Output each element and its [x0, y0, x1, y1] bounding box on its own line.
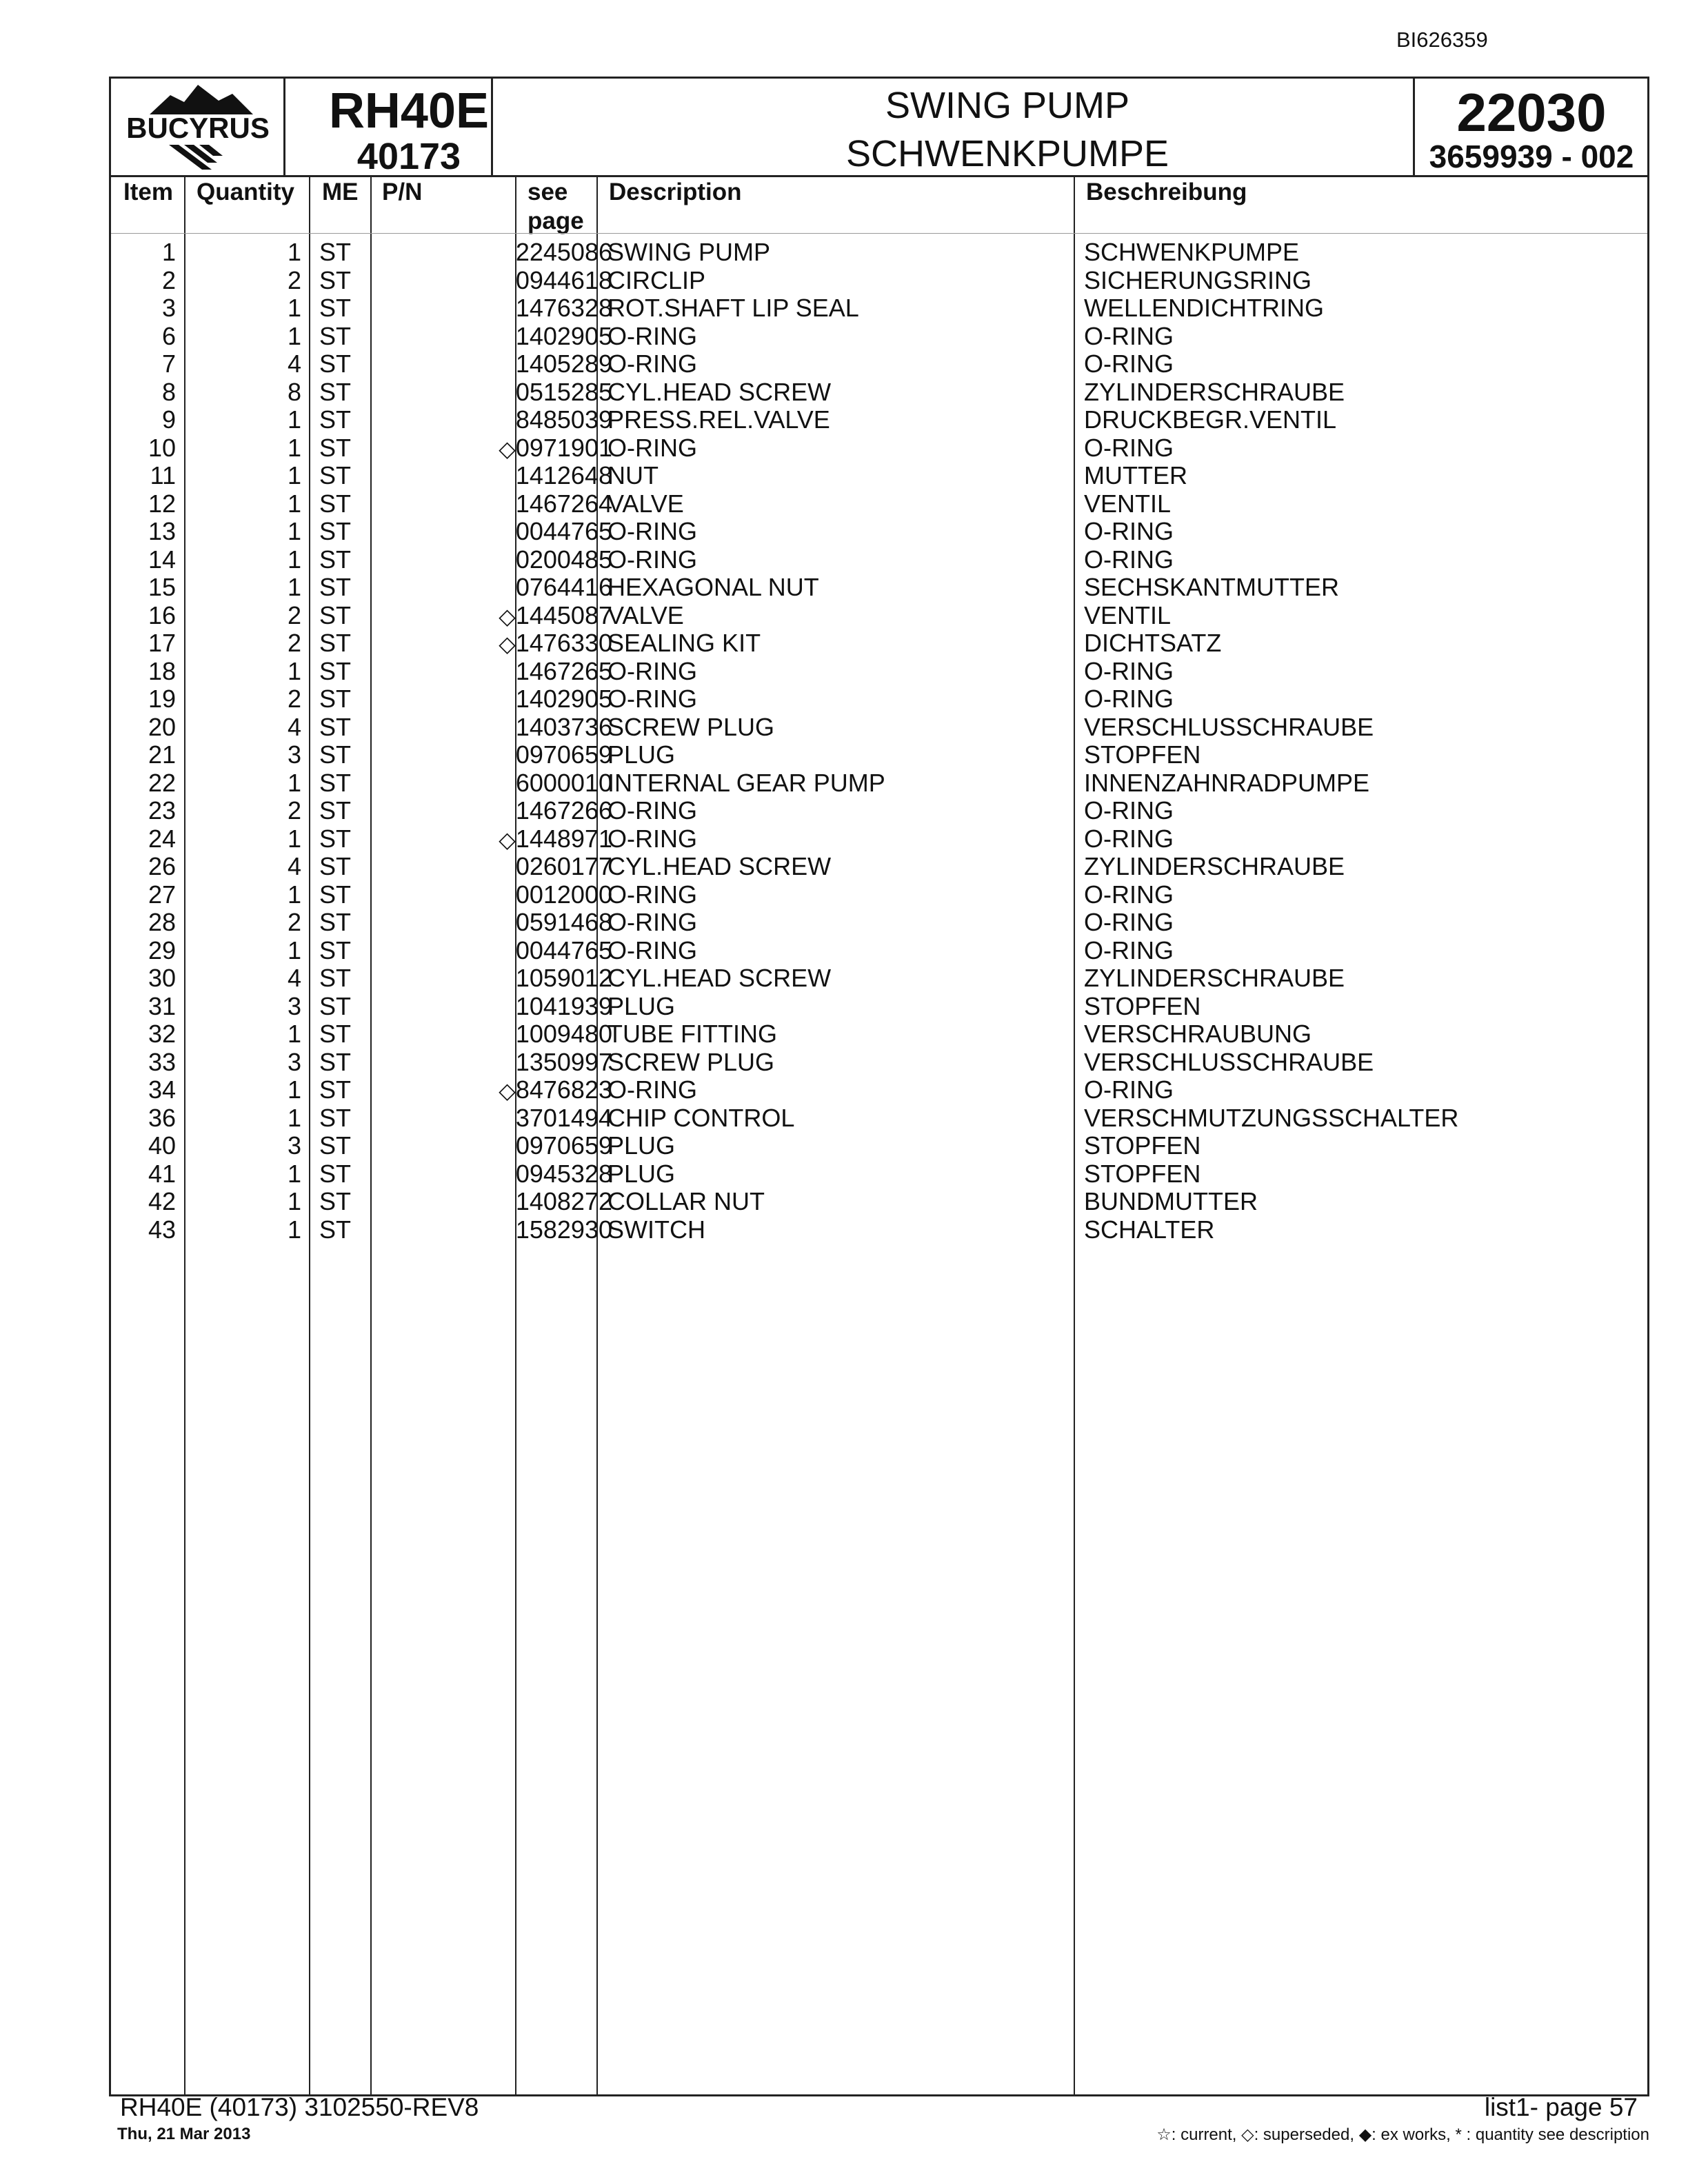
- table-row: [111, 1049, 1647, 1076]
- table-row: [111, 685, 1647, 713]
- item-cell: 3: [161, 294, 176, 322]
- table-row: [111, 993, 1647, 1020]
- column-header-description: Description: [609, 179, 742, 205]
- beschreibung-cell: O-RING: [1084, 908, 1174, 936]
- group-number: 22030: [1456, 82, 1607, 143]
- table-row: [111, 434, 1647, 462]
- table-row: [111, 741, 1647, 769]
- header-divider: [283, 79, 285, 176]
- quantity-cell: 1: [287, 545, 301, 574]
- unit-cell: ST: [319, 685, 352, 713]
- quantity-cell: 1: [287, 573, 301, 601]
- part-number-cell: 1476328: [515, 294, 612, 322]
- table-row: [111, 881, 1647, 909]
- quantity-cell: 1: [287, 1103, 301, 1132]
- description-cell: COLLAR NUT: [607, 1187, 765, 1215]
- table-row: [111, 964, 1647, 992]
- unit-cell: ST: [319, 629, 352, 657]
- part-number-cell: 0200485: [515, 545, 612, 574]
- beschreibung-cell: O-RING: [1084, 685, 1174, 713]
- title-german: SCHWENKPUMPE: [845, 133, 1169, 174]
- item-cell: 33: [148, 1047, 176, 1076]
- description-cell: O-RING: [607, 936, 697, 964]
- title-english: SWING PUMP: [885, 85, 1129, 126]
- description-cell: CYL.HEAD SCREW: [607, 377, 832, 406]
- item-cell: 34: [148, 1075, 176, 1104]
- unit-cell: ST: [319, 908, 352, 936]
- quantity-cell: 1: [287, 1075, 301, 1104]
- description-cell: SWITCH: [607, 1215, 705, 1244]
- description-cell: SCREW PLUG: [607, 712, 775, 741]
- table-row: [111, 1216, 1647, 1244]
- quantity-cell: 3: [287, 991, 301, 1020]
- unit-cell: ST: [319, 545, 352, 574]
- part-number-value: 0971901: [515, 433, 612, 462]
- part-number-cell: 1467266: [515, 796, 612, 825]
- item-cell: 10: [148, 433, 176, 462]
- description-cell: SWING PUMP: [607, 238, 771, 266]
- serial-number: 40173: [356, 136, 461, 177]
- description-cell: O-RING: [607, 1075, 697, 1104]
- part-number-cell: 1582930: [515, 1215, 612, 1244]
- item-cell: 9: [161, 405, 176, 434]
- description-cell: O-RING: [607, 545, 697, 574]
- item-cell: 21: [148, 740, 176, 769]
- part-number-cell: 1350997: [515, 1047, 612, 1076]
- quantity-cell: 3: [287, 1131, 301, 1160]
- quantity-cell: 2: [287, 685, 301, 713]
- table-row: [111, 1132, 1647, 1160]
- unit-cell: ST: [319, 1075, 352, 1104]
- item-cell: 14: [148, 545, 176, 574]
- beschreibung-cell: O-RING: [1084, 1075, 1174, 1104]
- quantity-cell: 3: [287, 740, 301, 769]
- unit-cell: ST: [319, 1215, 352, 1244]
- table-row: [111, 350, 1647, 378]
- model-number: RH40E: [328, 83, 490, 139]
- beschreibung-cell: STOPFEN: [1084, 740, 1201, 769]
- part-number-cell: 1041939: [515, 991, 612, 1020]
- description-cell: O-RING: [607, 656, 697, 685]
- table-row: [111, 769, 1647, 797]
- beschreibung-cell: SECHSKANTMUTTER: [1084, 573, 1340, 601]
- beschreibung-cell: O-RING: [1084, 350, 1174, 378]
- beschreibung-cell: VERSCHRAUBUNG: [1084, 1020, 1312, 1048]
- part-number-cell: 0012000: [515, 880, 612, 909]
- quantity-cell: 1: [287, 936, 301, 964]
- document-id: BI626359: [1396, 28, 1488, 52]
- item-cell: 42: [148, 1187, 176, 1215]
- unit-cell: ST: [319, 433, 352, 462]
- footer-legend: ☆: current, ◇: superseded, ◆: ex works, * : quantity see description: [1156, 2125, 1649, 2144]
- quantity-cell: 1: [287, 461, 301, 489]
- beschreibung-cell: O-RING: [1084, 433, 1174, 462]
- quantity-cell: 8: [287, 377, 301, 406]
- beschreibung-cell: VERSCHLUSSCHRAUBE: [1084, 712, 1374, 741]
- beschreibung-cell: VENTIL: [1084, 600, 1172, 629]
- item-cell: 20: [148, 712, 176, 741]
- footer-page-number: list1- page 57: [1484, 2093, 1638, 2121]
- part-number-cell: 6000010: [515, 768, 612, 797]
- beschreibung-cell: O-RING: [1084, 824, 1174, 853]
- item-cell: 22: [148, 768, 176, 797]
- quantity-cell: 4: [287, 350, 301, 378]
- quantity-cell: 1: [287, 1187, 301, 1215]
- item-cell: 13: [148, 517, 176, 545]
- unit-cell: ST: [319, 1187, 352, 1215]
- quantity-cell: 1: [287, 656, 301, 685]
- column-header-beschreibung: Beschreibung: [1086, 179, 1247, 205]
- description-cell: CHIP CONTROL: [607, 1103, 795, 1132]
- part-number-cell: 1402905: [515, 685, 612, 713]
- item-cell: 31: [148, 991, 176, 1020]
- table-row: [111, 406, 1647, 434]
- footer-date: Thu, 21 Mar 2013: [117, 2125, 251, 2143]
- part-number-cell: 0591468: [515, 908, 612, 936]
- description-cell: SCREW PLUG: [607, 1047, 775, 1076]
- description-cell: TUBE FITTING: [607, 1020, 777, 1048]
- superseded-marker: ◇: [499, 603, 516, 629]
- unit-cell: ST: [319, 1020, 352, 1048]
- description-cell: CYL.HEAD SCREW: [607, 852, 832, 880]
- description-cell: SEALING KIT: [607, 629, 761, 657]
- unit-cell: ST: [319, 238, 352, 266]
- beschreibung-cell: STOPFEN: [1084, 1131, 1201, 1160]
- unit-cell: ST: [319, 600, 352, 629]
- beschreibung-cell: O-RING: [1084, 321, 1174, 350]
- quantity-cell: 1: [287, 768, 301, 797]
- description-cell: PLUG: [607, 740, 676, 769]
- superseded-marker: ◇: [499, 1078, 516, 1103]
- unit-cell: ST: [319, 1103, 352, 1132]
- unit-cell: ST: [319, 1131, 352, 1160]
- item-cell: 17: [148, 629, 176, 657]
- item-cell: 15: [148, 573, 176, 601]
- quantity-cell: 4: [287, 852, 301, 880]
- table-row: [111, 937, 1647, 964]
- table-row: [111, 1076, 1647, 1104]
- part-number-cell: 0970659: [515, 1131, 612, 1160]
- part-number-cell: 0970659: [515, 740, 612, 769]
- beschreibung-cell: O-RING: [1084, 936, 1174, 964]
- item-cell: 36: [148, 1103, 176, 1132]
- description-cell: PLUG: [607, 1159, 676, 1188]
- description-cell: PLUG: [607, 1131, 676, 1160]
- description-cell: PLUG: [607, 991, 676, 1020]
- table-row: [111, 1160, 1647, 1188]
- table-row: [111, 1104, 1647, 1132]
- part-number-cell: 1403736: [515, 712, 612, 741]
- part-number-cell: 8485039: [515, 405, 612, 434]
- beschreibung-cell: STOPFEN: [1084, 991, 1201, 1020]
- part-number-cell: 0944618: [515, 265, 612, 294]
- beschreibung-cell: SICHERUNGSRING: [1084, 265, 1312, 294]
- table-row: [111, 909, 1647, 936]
- part-number-cell: 1402905: [515, 321, 612, 350]
- column-header-page: page: [528, 208, 584, 234]
- unit-cell: ST: [319, 1159, 352, 1188]
- part-number-cell: 1009480: [515, 1020, 612, 1048]
- quantity-cell: 1: [287, 1020, 301, 1048]
- description-cell: O-RING: [607, 685, 697, 713]
- quantity-cell: 2: [287, 908, 301, 936]
- unit-cell: ST: [319, 740, 352, 769]
- beschreibung-cell: SCHWENKPUMPE: [1084, 238, 1300, 266]
- table-row: [111, 378, 1647, 406]
- beschreibung-cell: SCHALTER: [1084, 1215, 1215, 1244]
- part-number-cell: [383, 825, 612, 853]
- description-cell: VALVE: [607, 600, 684, 629]
- unit-cell: ST: [319, 991, 352, 1020]
- beschreibung-cell: O-RING: [1084, 880, 1174, 909]
- unit-cell: ST: [319, 768, 352, 797]
- table-row: [111, 518, 1647, 545]
- description-cell: O-RING: [607, 321, 697, 350]
- description-cell: PRESS.REL.VALVE: [607, 405, 830, 434]
- table-row: [111, 462, 1647, 489]
- description-cell: O-RING: [607, 824, 697, 853]
- beschreibung-cell: VERSCHMUTZUNGSSCHALTER: [1084, 1103, 1459, 1132]
- description-cell: HEXAGONAL NUT: [607, 573, 819, 601]
- quantity-cell: 1: [287, 405, 301, 434]
- item-cell: 30: [148, 964, 176, 992]
- table-row: [111, 490, 1647, 518]
- quantity-cell: 1: [287, 294, 301, 322]
- item-cell: 29: [148, 936, 176, 964]
- unit-cell: ST: [319, 350, 352, 378]
- unit-cell: ST: [319, 489, 352, 518]
- item-cell: 40: [148, 1131, 176, 1160]
- column-header-see-page: [528, 178, 584, 236]
- beschreibung-cell: VERSCHLUSSCHRAUBE: [1084, 1047, 1374, 1076]
- item-cell: 1: [161, 238, 176, 266]
- part-number-value: 1448971: [515, 824, 612, 853]
- table-row: [111, 853, 1647, 880]
- beschreibung-cell: ZYLINDERSCHRAUBE: [1084, 964, 1345, 992]
- quantity-cell: 2: [287, 265, 301, 294]
- part-number-cell: 1467264: [515, 489, 612, 518]
- part-number-cell: [383, 602, 612, 630]
- unit-cell: ST: [319, 377, 352, 406]
- item-cell: 2: [161, 265, 176, 294]
- unit-cell: ST: [319, 656, 352, 685]
- quantity-cell: 4: [287, 964, 301, 992]
- column-header-see: see: [528, 179, 568, 205]
- part-number-cell: 0044765: [515, 936, 612, 964]
- quantity-cell: 1: [287, 321, 301, 350]
- item-cell: 18: [148, 656, 176, 685]
- table-row: [111, 546, 1647, 574]
- beschreibung-cell: O-RING: [1084, 796, 1174, 825]
- part-number-cell: 1412648: [515, 461, 612, 489]
- part-number-cell: [383, 1076, 612, 1104]
- table-row: [111, 294, 1647, 322]
- beschreibung-cell: ZYLINDERSCHRAUBE: [1084, 377, 1345, 406]
- unit-cell: ST: [319, 321, 352, 350]
- column-header-item: Item: [123, 179, 173, 205]
- quantity-cell: 2: [287, 796, 301, 825]
- part-number-cell: 1059012: [515, 964, 612, 992]
- unit-cell: ST: [319, 852, 352, 880]
- description-cell: O-RING: [607, 908, 697, 936]
- table-row: [111, 323, 1647, 350]
- beschreibung-cell: VENTIL: [1084, 489, 1172, 518]
- part-number-cell: [383, 629, 612, 658]
- table-row: [111, 825, 1647, 853]
- beschreibung-cell: MUTTER: [1084, 461, 1187, 489]
- quantity-cell: 2: [287, 600, 301, 629]
- item-cell: 24: [148, 824, 176, 853]
- quantity-cell: 1: [287, 238, 301, 266]
- quantity-cell: 1: [287, 433, 301, 462]
- description-cell: INTERNAL GEAR PUMP: [607, 768, 885, 797]
- column-header-quantity: Quantity: [197, 179, 294, 205]
- description-cell: CYL.HEAD SCREW: [607, 964, 832, 992]
- part-number-cell: 0945328: [515, 1159, 612, 1188]
- unit-cell: ST: [319, 517, 352, 545]
- parts-list-frame: [109, 77, 1649, 2096]
- part-number-cell: 0764416: [515, 573, 612, 601]
- item-cell: 43: [148, 1215, 176, 1244]
- unit-cell: ST: [319, 936, 352, 964]
- table-row: [111, 629, 1647, 657]
- superseded-marker: ◇: [499, 631, 516, 656]
- quantity-cell: 4: [287, 712, 301, 741]
- item-cell: 28: [148, 908, 176, 936]
- part-number-cell: 3701494: [515, 1103, 612, 1132]
- item-cell: 23: [148, 796, 176, 825]
- unit-cell: ST: [319, 573, 352, 601]
- quantity-cell: 1: [287, 824, 301, 853]
- table-row: [111, 1188, 1647, 1215]
- quantity-cell: 1: [287, 1215, 301, 1244]
- description-cell: ROT.SHAFT LIP SEAL: [607, 294, 859, 322]
- part-number-cell: 1405289: [515, 350, 612, 378]
- table-row: [111, 658, 1647, 685]
- table-row: [111, 797, 1647, 825]
- description-cell: CIRCLIP: [607, 265, 706, 294]
- column-header-pn: P/N: [382, 179, 423, 205]
- unit-cell: ST: [319, 796, 352, 825]
- table-row: [111, 239, 1647, 266]
- bucyrus-logo: [115, 81, 281, 172]
- beschreibung-cell: WELLENDICHTRING: [1084, 294, 1325, 322]
- beschreibung-cell: INNENZAHNRADPUMPE: [1084, 768, 1370, 797]
- item-cell: 16: [148, 600, 176, 629]
- description-cell: O-RING: [607, 796, 697, 825]
- item-cell: 12: [148, 489, 176, 518]
- item-cell: 27: [148, 880, 176, 909]
- part-number-cell: [383, 434, 612, 463]
- beschreibung-cell: O-RING: [1084, 656, 1174, 685]
- beschreibung-cell: O-RING: [1084, 517, 1174, 545]
- part-number-cell: 0260177: [515, 852, 612, 880]
- beschreibung-cell: ZYLINDERSCHRAUBE: [1084, 852, 1345, 880]
- quantity-cell: 1: [287, 517, 301, 545]
- table-row: [111, 574, 1647, 601]
- description-cell: O-RING: [607, 880, 697, 909]
- unit-cell: ST: [319, 461, 352, 489]
- item-cell: 7: [161, 350, 176, 378]
- quantity-cell: 2: [287, 629, 301, 657]
- quantity-cell: 1: [287, 489, 301, 518]
- part-number-cell: 2245086: [515, 238, 612, 266]
- beschreibung-cell: STOPFEN: [1084, 1159, 1201, 1188]
- column-header-me: ME: [322, 179, 359, 205]
- part-number-cell: 1408272: [515, 1187, 612, 1215]
- part-number-value: 1476330: [515, 629, 612, 657]
- unit-cell: ST: [319, 405, 352, 434]
- item-cell: 8: [161, 377, 176, 406]
- item-cell: 41: [148, 1159, 176, 1188]
- beschreibung-cell: BUNDMUTTER: [1084, 1187, 1258, 1215]
- description-cell: O-RING: [607, 517, 697, 545]
- item-cell: 6: [161, 321, 176, 350]
- unit-cell: ST: [319, 880, 352, 909]
- beschreibung-cell: DRUCKBEGR.VENTIL: [1084, 405, 1337, 434]
- table-row: [111, 267, 1647, 294]
- description-cell: O-RING: [607, 350, 697, 378]
- superseded-marker: ◇: [499, 827, 516, 852]
- unit-cell: ST: [319, 964, 352, 992]
- superseded-marker: ◇: [499, 436, 516, 461]
- table-row: [111, 714, 1647, 741]
- beschreibung-cell: DICHTSATZ: [1084, 629, 1222, 657]
- description-cell: O-RING: [607, 433, 697, 462]
- logo-wordmark: BUCYRUS: [126, 112, 270, 144]
- item-cell: 26: [148, 852, 176, 880]
- item-cell: 32: [148, 1020, 176, 1048]
- quantity-cell: 1: [287, 1159, 301, 1188]
- description-cell: NUT: [607, 461, 659, 489]
- item-cell: 11: [150, 461, 176, 489]
- part-number-value: 8476823: [515, 1075, 612, 1104]
- quantity-cell: 1: [287, 880, 301, 909]
- unit-cell: ST: [319, 712, 352, 741]
- item-cell: 19: [148, 685, 176, 713]
- quantity-cell: 3: [287, 1047, 301, 1076]
- unit-cell: ST: [319, 265, 352, 294]
- unit-cell: ST: [319, 294, 352, 322]
- table-row: [111, 602, 1647, 629]
- description-cell: VALVE: [607, 489, 684, 518]
- sheet-number: 3659939 - 002: [1429, 139, 1634, 174]
- part-number-value: 1445087: [515, 600, 612, 629]
- column-header-rule: [111, 233, 1647, 234]
- part-number-cell: 0515285: [515, 377, 612, 406]
- part-number-cell: 0044765: [515, 517, 612, 545]
- unit-cell: ST: [319, 824, 352, 853]
- beschreibung-cell: O-RING: [1084, 545, 1174, 574]
- footer-document-reference: RH40E (40173) 3102550-REV8: [120, 2093, 479, 2121]
- table-row: [111, 1020, 1647, 1048]
- part-number-cell: 1467265: [515, 656, 612, 685]
- unit-cell: ST: [319, 1047, 352, 1076]
